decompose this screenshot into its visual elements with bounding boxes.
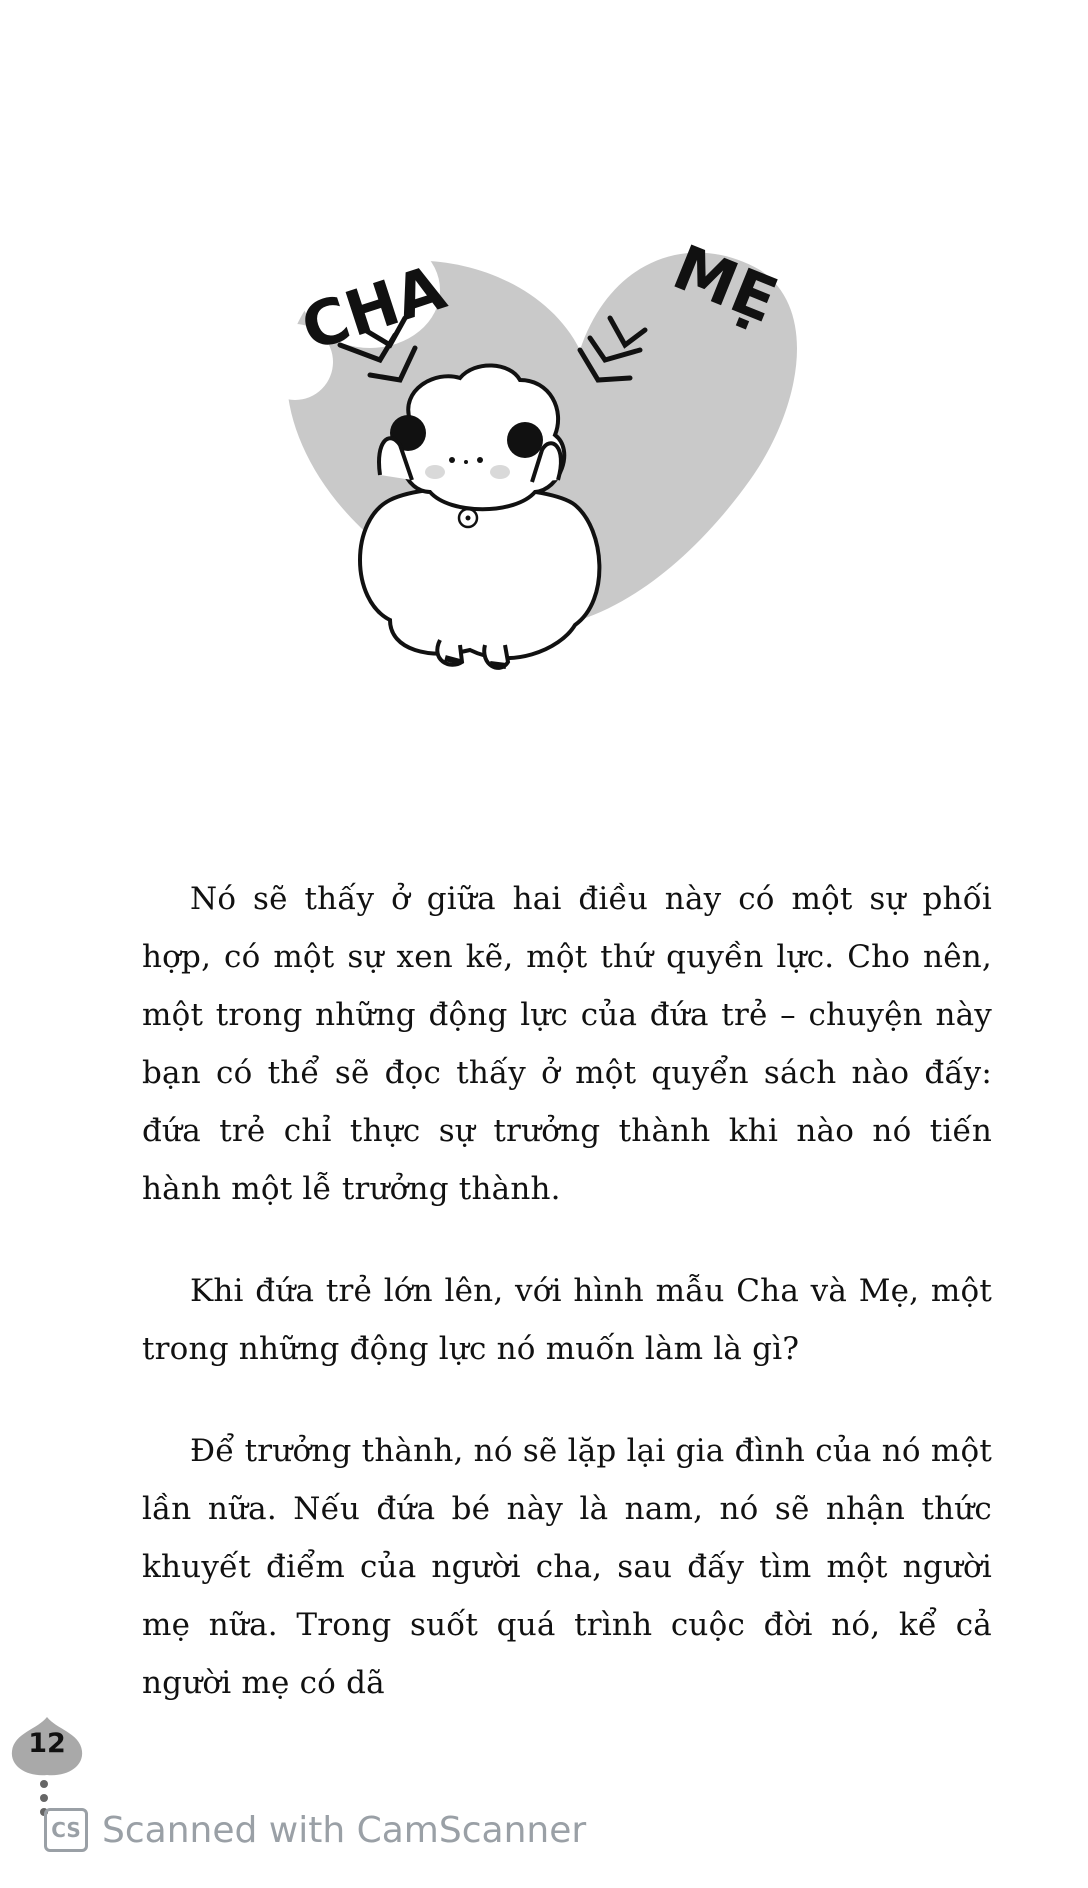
paragraph-2: Khi đứa trẻ lớn lên, với hình mẫu Cha và Mẹ, một trong những động lực nó muốn làm là gì? xyxy=(142,1273,992,1367)
page-number: 12 xyxy=(28,1728,66,1759)
me-label: MẸ xyxy=(663,230,788,338)
camscanner-watermark xyxy=(44,1805,586,1855)
watermark-text: Scanned with CamScanner xyxy=(102,1809,587,1851)
camscanner-logo-icon: CS xyxy=(44,1808,88,1852)
heart-sheep-illustration xyxy=(280,230,880,830)
cha-label: CHA xyxy=(292,250,454,366)
cover-illustration xyxy=(280,230,880,830)
paragraph-1: Nó sẽ thấy ở giữa hai điều này có một sự phối hợp, có một sự xen kẽ, một thứ quyền lực. Cho nên, một trong những động lực của đứa trẻ – chuyện này bạn có thể sẽ đọc thấy ở một quyển sách nào đấy: đứa trẻ chỉ thực sự trưởng thành khi nào nó tiến hành một lễ trưởng thành. xyxy=(142,881,992,1207)
paragraph-3: Để trưởng thành, nó sẽ lặp lại gia đình của nó một lần nữa. Nếu đứa bé này là nam, nó sẽ nhận thức khuyết điểm của người cha, sau đấy tìm một người mẹ nữa. Trong suốt quá trình cuộc đời nó, kể cả người mẹ có dã xyxy=(142,1433,992,1701)
body-text xyxy=(142,870,992,1756)
